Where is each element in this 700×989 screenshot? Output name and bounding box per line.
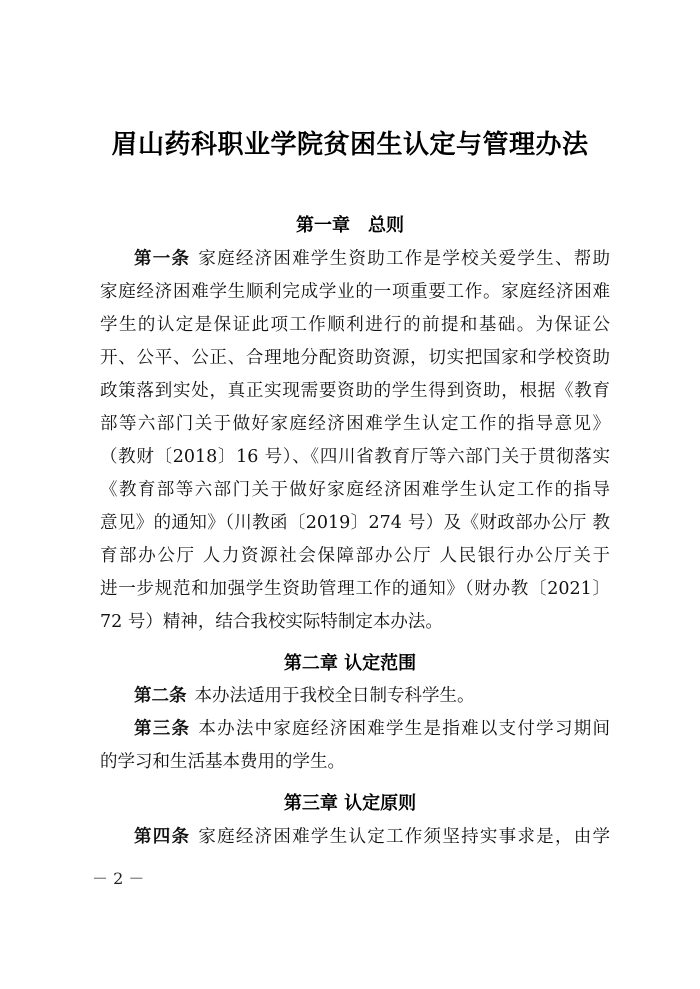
article-first-line: [134, 243, 610, 275]
paragraph-line: （教财〔2018〕16 号）、《四川省教育厅等六部门关于贯彻落实: [100, 447, 610, 467]
paragraph-line: 学生的认定是保证此项工作顺利进行的前提和基础。为保证公: [100, 315, 610, 335]
document-title: 眉山药科职业学院贫困生认定与管理办法: [111, 130, 589, 160]
article-text: 家庭经济困难学生资助工作是学校关爱学生、帮助: [198, 249, 610, 269]
article-label: 第四条: [134, 827, 191, 847]
paragraph-line: 开、公平、公正、合理地分配资助资源，切实把国家和学校资助: [100, 348, 610, 368]
chapter-heading: 第一章 总则: [296, 215, 404, 236]
chapter-heading: 第二章 认定范围: [283, 653, 417, 674]
paragraph-line: 72 号）精神，结合我校实际特制定本办法。: [100, 612, 443, 632]
article-text: 本办法适用于我校全日制专科学生。: [194, 686, 475, 706]
paragraph-line: 的学习和生活基本费用的学生。: [100, 752, 345, 772]
article-first-line: [134, 680, 610, 712]
paragraph-line: 家庭经济困难学生顺利完成学业的一项重要工作。家庭经济困难: [100, 282, 610, 302]
chapter-heading: 第三章 认定原则: [283, 793, 417, 814]
page-number: － 2 －: [92, 869, 145, 888]
paragraph-line: 部等六部门关于做好家庭经济困难学生认定工作的指导意见》: [100, 414, 610, 434]
paragraph-line: 育部办公厅 人力资源社会保障部办公厅 人民银行办公厅关于: [100, 546, 610, 566]
article-text: 家庭经济困难学生认定工作须坚持实事求是，由学: [198, 827, 610, 847]
article-label: 第一条: [134, 249, 191, 269]
article-label: 第三条: [134, 719, 191, 739]
paragraph-line: 意见》的通知》（川教函〔2019〕274 号）及《财政部办公厅 教: [100, 513, 610, 533]
article-first-line: [134, 713, 610, 745]
paragraph-line: 《教育部等六部门关于做好家庭经济困难学生认定工作的指导: [100, 480, 610, 500]
article-label: 第二条: [134, 686, 187, 706]
article-first-line: [134, 821, 610, 853]
article-text: 本办法中家庭经济困难学生是指难以支付学习期间: [198, 719, 610, 739]
paragraph-line: 进一步规范和加强学生资助管理工作的通知》（财办教〔2021〕: [100, 579, 610, 599]
paragraph-line: 政策落到实处，真正实现需要资助的学生得到资助，根据《教育: [100, 381, 610, 401]
